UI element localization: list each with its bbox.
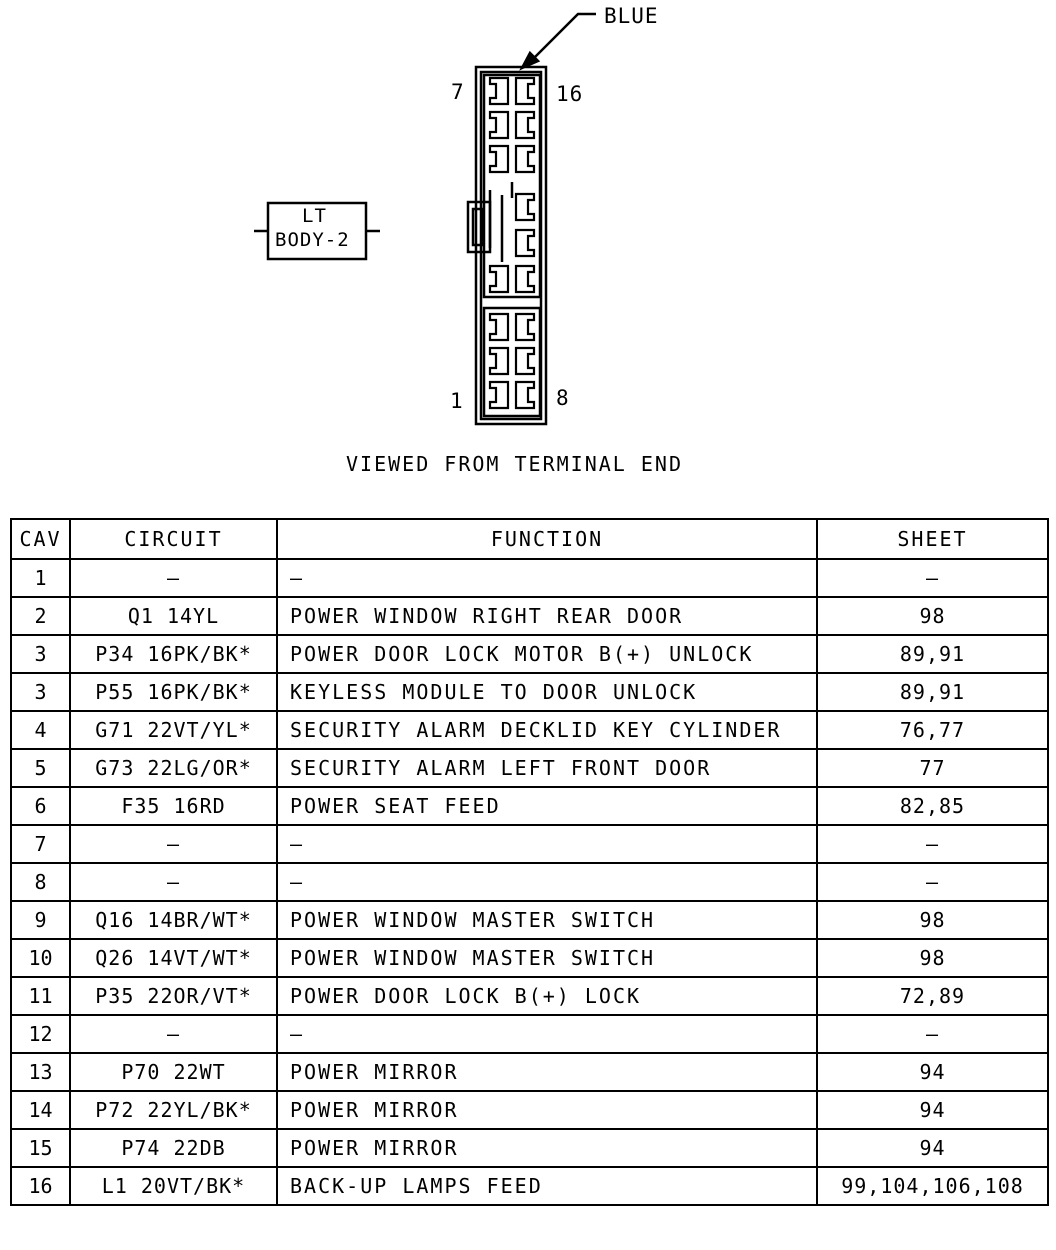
sheet-cell: 98 (817, 939, 1048, 977)
function-cell: BACK-UP LAMPS FEED (277, 1167, 817, 1205)
terminal-cavity (490, 382, 508, 408)
table-header-row (11, 519, 1048, 559)
sheet-cell: 94 (817, 1053, 1048, 1091)
function-cell: SECURITY ALARM DECKLID KEY CYLINDER (277, 711, 817, 749)
terminal-cavity (516, 78, 534, 104)
header-sheet: SHEET (817, 519, 1048, 559)
pin-label-bottom-left: 1 (450, 389, 464, 413)
pin-label-top-left: 7 (451, 80, 465, 104)
cav-cell: 8 (11, 863, 70, 901)
sheet-cell: — (817, 1015, 1048, 1053)
table-row (11, 1167, 1048, 1205)
table-row (11, 939, 1048, 977)
circuit-cell: Q16 14BR/WT* (70, 901, 277, 939)
function-cell: POWER WINDOW RIGHT REAR DOOR (277, 597, 817, 635)
sheet-cell: 99,104,106,108 (817, 1167, 1048, 1205)
sheet-cell: — (817, 825, 1048, 863)
terminal-cavity (490, 314, 508, 340)
table-row (11, 749, 1048, 787)
function-cell: POWER DOOR LOCK B(+) LOCK (277, 977, 817, 1015)
table-row (11, 1053, 1048, 1091)
table-row (11, 1091, 1048, 1129)
table-row (11, 1129, 1048, 1167)
sheet-cell: 94 (817, 1129, 1048, 1167)
connector-name-line2: BODY-2 (275, 229, 350, 251)
cav-cell: 7 (11, 825, 70, 863)
terminal-cavity (490, 266, 508, 292)
cav-cell: 6 (11, 787, 70, 825)
function-cell: POWER WINDOW MASTER SWITCH (277, 901, 817, 939)
sheet-cell: — (817, 559, 1048, 597)
table-row (11, 635, 1048, 673)
cav-cell: 16 (11, 1167, 70, 1205)
header-function: FUNCTION (277, 519, 817, 559)
cav-cell: 3 (11, 673, 70, 711)
cav-cell: 9 (11, 901, 70, 939)
circuit-cell: P34 16PK/BK* (70, 635, 277, 673)
sheet-cell: 89,91 (817, 673, 1048, 711)
terminal-cavity (516, 314, 534, 340)
circuit-cell: F35 16RD (70, 787, 277, 825)
terminal-cavity (516, 112, 534, 138)
circuit-cell: — (70, 1015, 277, 1053)
circuit-cell: — (70, 863, 277, 901)
circuit-cell: — (70, 559, 277, 597)
table-row (11, 1015, 1048, 1053)
cav-cell: 11 (11, 977, 70, 1015)
circuit-cell: G71 22VT/YL* (70, 711, 277, 749)
function-cell: — (277, 863, 817, 901)
sheet-cell: — (817, 863, 1048, 901)
function-cell: — (277, 825, 817, 863)
table-row (11, 977, 1048, 1015)
terminal-cavity (490, 78, 508, 104)
cav-cell: 3 (11, 635, 70, 673)
blue-leader-line (532, 14, 596, 60)
circuit-cell: P70 22WT (70, 1053, 277, 1091)
sheet-cell: 82,85 (817, 787, 1048, 825)
connector-diagram (0, 0, 1056, 500)
circuit-cell: — (70, 825, 277, 863)
sheet-cell: 72,89 (817, 977, 1048, 1015)
table-row (11, 825, 1048, 863)
terminal-cavity (490, 146, 508, 172)
pinout-table (10, 518, 1049, 1206)
table-row (11, 673, 1048, 711)
circuit-cell: Q1 14YL (70, 597, 277, 635)
function-cell: KEYLESS MODULE TO DOOR UNLOCK (277, 673, 817, 711)
circuit-cell: P74 22DB (70, 1129, 277, 1167)
cav-cell: 5 (11, 749, 70, 787)
terminal-cavity (516, 230, 534, 256)
circuit-cell: Q26 14VT/WT* (70, 939, 277, 977)
table-row (11, 787, 1048, 825)
cav-cell: 14 (11, 1091, 70, 1129)
terminal-cavity (516, 194, 534, 220)
sheet-cell: 76,77 (817, 711, 1048, 749)
terminal-cavity (490, 348, 508, 374)
terminal-cavity (516, 348, 534, 374)
function-cell: POWER SEAT FEED (277, 787, 817, 825)
function-cell: POWER DOOR LOCK MOTOR B(+) UNLOCK (277, 635, 817, 673)
circuit-cell: P55 16PK/BK* (70, 673, 277, 711)
function-cell: — (277, 1015, 817, 1053)
view-caption: VIEWED FROM TERMINAL END (346, 452, 683, 476)
cav-cell: 2 (11, 597, 70, 635)
cav-cell: 15 (11, 1129, 70, 1167)
function-cell: — (277, 559, 817, 597)
terminal-cavity (490, 112, 508, 138)
circuit-cell: P35 22OR/VT* (70, 977, 277, 1015)
center-channel (490, 182, 512, 262)
sheet-cell: 77 (817, 749, 1048, 787)
header-cav: CAV (11, 519, 70, 559)
cav-cell: 10 (11, 939, 70, 977)
connector-name-line1: LT (302, 205, 327, 227)
cav-cell: 4 (11, 711, 70, 749)
table-row (11, 559, 1048, 597)
circuit-cell: G73 22LG/OR* (70, 749, 277, 787)
sheet-cell: 98 (817, 597, 1048, 635)
table-row (11, 863, 1048, 901)
sheet-cell: 98 (817, 901, 1048, 939)
pin-label-top-right: 16 (556, 82, 584, 106)
terminal-cavity (516, 266, 534, 292)
connector-body-outer (476, 67, 546, 424)
header-circuit: CIRCUIT (70, 519, 277, 559)
cav-cell: 13 (11, 1053, 70, 1091)
circuit-cell: P72 22YL/BK* (70, 1091, 277, 1129)
function-cell: SECURITY ALARM LEFT FRONT DOOR (277, 749, 817, 787)
function-cell: POWER WINDOW MASTER SWITCH (277, 939, 817, 977)
function-cell: POWER MIRROR (277, 1129, 817, 1167)
terminal-cavity (516, 382, 534, 408)
cav-cell: 12 (11, 1015, 70, 1053)
wire-color-label: BLUE (604, 4, 659, 28)
table-row (11, 901, 1048, 939)
table-row (11, 711, 1048, 749)
terminal-cavity (516, 146, 534, 172)
sheet-cell: 94 (817, 1091, 1048, 1129)
lower-cavity-block (484, 308, 540, 416)
cav-cell: 1 (11, 559, 70, 597)
sheet-cell: 89,91 (817, 635, 1048, 673)
function-cell: POWER MIRROR (277, 1091, 817, 1129)
table-row (11, 597, 1048, 635)
pin-label-bottom-right: 8 (556, 386, 570, 410)
circuit-cell: L1 20VT/BK* (70, 1167, 277, 1205)
function-cell: POWER MIRROR (277, 1053, 817, 1091)
